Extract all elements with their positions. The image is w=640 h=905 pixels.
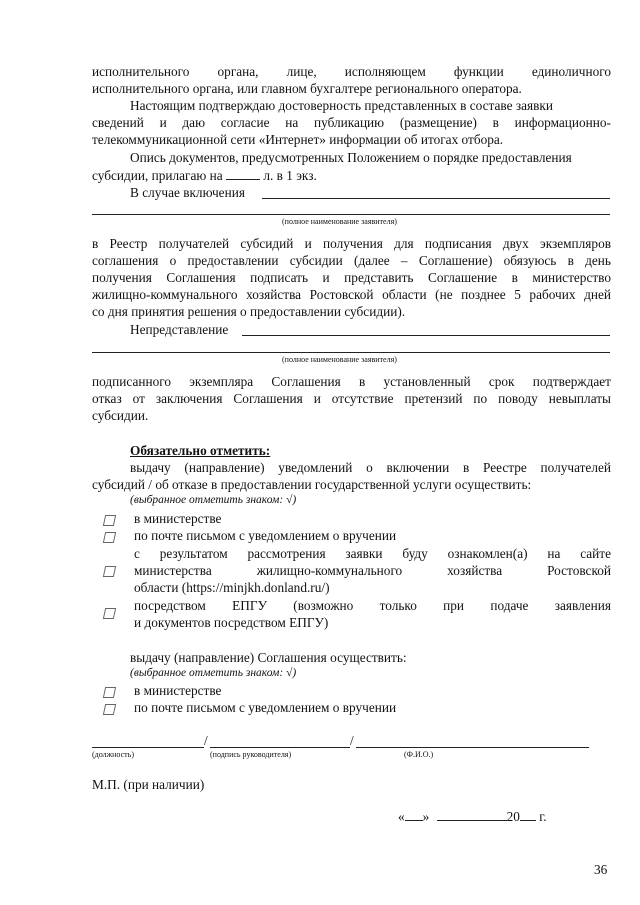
inclusion-para-5: со дня принятия решения о предоставлении субсидии). <box>92 304 406 319</box>
day-field[interactable] <box>405 808 423 821</box>
date-quote-open: « <box>398 809 405 824</box>
checkbox-post[interactable] <box>103 532 116 543</box>
month-field[interactable] <box>437 808 507 821</box>
date-line <box>398 808 547 825</box>
checkbox-agreement-ministry[interactable] <box>103 687 116 698</box>
year-suffix: г. <box>539 809 547 824</box>
inventory-line-1: Опись документов, предусмотренных Положением о порядке предоставления <box>130 150 572 165</box>
intro-line-2: исполнительного органа, или главном бухгалтере регионального оператора. <box>92 81 522 96</box>
sheet-count-field[interactable] <box>226 167 260 180</box>
position-field[interactable] <box>92 747 204 748</box>
inventory-line-2 <box>92 167 317 184</box>
inclusion-para-1: в Реестр получателей субсидий и получения для подписания двух экземпляров <box>92 236 611 251</box>
confirm-line-2: сведений и даю согласие на публикацию (размещение) в информационно- <box>92 115 611 130</box>
nonsubmission-para-2: отказ от заключения Соглашения и отсутствие претензий по поводу невыплаты <box>92 391 611 406</box>
confirm-line-1: Настоящим подтверждаю достоверность представленных в составе заявки <box>130 98 553 113</box>
date-quote-close: » <box>422 809 430 824</box>
applicant-name-caption-2: (полное наименование заявителя) <box>282 355 397 364</box>
mandatory-heading: Обязательно отметить: <box>130 443 271 458</box>
applicant-name-field-cont[interactable] <box>92 214 610 215</box>
intro-word: исполняющем <box>344 64 426 79</box>
intro-word: исполнительного <box>92 64 190 79</box>
option-epgu-line-2: и документов посредством ЕПГУ) <box>134 615 329 630</box>
signature-caption: (подпись руководителя) <box>210 750 292 759</box>
selection-hint: (выбранное отметить знаком: √) <box>130 494 297 506</box>
nonsubmission-para-1: подписанного экземпляра Соглашения в установленный срок подтверждает <box>92 374 611 389</box>
inventory-text-end: л. в 1 экз. <box>263 168 317 183</box>
checkbox-agreement-post[interactable] <box>103 704 116 715</box>
applicant-name-field-2-cont[interactable] <box>92 352 610 353</box>
nonsubmission-para-3: субсидии. <box>92 408 149 423</box>
option-ministry: в министерстве <box>134 511 222 526</box>
inclusion-para-3: получения Соглашения подписать и представить Соглашение в министерство <box>92 270 611 285</box>
option-website-line-3: области (https://minjkh.donland.ru/) <box>134 580 330 595</box>
notify-line-1: выдачу (направление) уведомлений о включении в Реестре получателей <box>130 460 611 475</box>
stamp-note: М.П. (при наличии) <box>92 777 205 792</box>
year-field[interactable] <box>520 808 536 821</box>
inclusion-para-4: жилищно-коммунального хозяйства Ростовской области (не позднее 5 рабочих дней <box>92 287 611 302</box>
checkbox-website[interactable] <box>103 566 116 577</box>
full-name-caption: (Ф.И.О.) <box>404 750 434 759</box>
confirm-line-3: телекоммуникационной сети «Интернет» информации об итогах отбора. <box>92 132 504 147</box>
option-website-line-1: с результатом рассмотрения заявки буду ознакомлен(а) на сайте <box>134 546 611 561</box>
intro-word: единоличного <box>531 64 611 79</box>
inclusion-lead <box>130 185 245 201</box>
inventory-text: субсидии, прилагаю на <box>92 168 223 183</box>
inclusion-lead-text: В случае включения <box>130 185 245 200</box>
checkbox-ministry[interactable] <box>103 515 116 526</box>
applicant-name-field[interactable] <box>262 198 610 199</box>
agreement-option-ministry: в министерстве <box>134 683 222 698</box>
agreement-line: выдачу (направление) Соглашения осуществить: <box>130 650 407 665</box>
position-caption: (должность) <box>92 750 134 759</box>
applicant-name-caption: (полное наименование заявителя) <box>282 217 397 226</box>
full-name-field[interactable] <box>356 747 589 748</box>
selection-hint-2: (выбранное отметить знаком: √) <box>130 667 297 679</box>
intro-word: лице, <box>286 64 317 79</box>
inclusion-para-2: соглашения о предоставлении субсидии (далее – Соглашение) обязуюсь в день <box>92 253 611 268</box>
option-website-line-2: министерства жилищно-коммунального хозяйства Ростовской <box>134 563 611 578</box>
option-epgu-line-1: посредством ЕПГУ (возможно только при подаче заявления <box>134 598 611 613</box>
agreement-option-post: по почте письмом с уведомлением о вручении <box>134 700 397 715</box>
intro-word: функции <box>453 64 504 79</box>
notify-line-2: субсидий / об отказе в предоставлении государственной услуги осуществить: <box>92 477 532 492</box>
page-number: 36 <box>594 862 608 877</box>
signature-field[interactable] <box>210 747 350 748</box>
separator-slash: / <box>350 733 354 748</box>
option-post: по почте письмом с уведомлением о вручении <box>134 528 397 543</box>
intro-word: органа, <box>217 64 259 79</box>
checkbox-epgu[interactable] <box>103 608 116 619</box>
nonsubmission-lead: Непредставление <box>130 322 229 337</box>
applicant-name-field-2[interactable] <box>242 335 610 336</box>
separator-slash: / <box>204 733 208 748</box>
year-prefix: 20 <box>506 809 520 824</box>
intro-line-1 <box>92 64 611 80</box>
